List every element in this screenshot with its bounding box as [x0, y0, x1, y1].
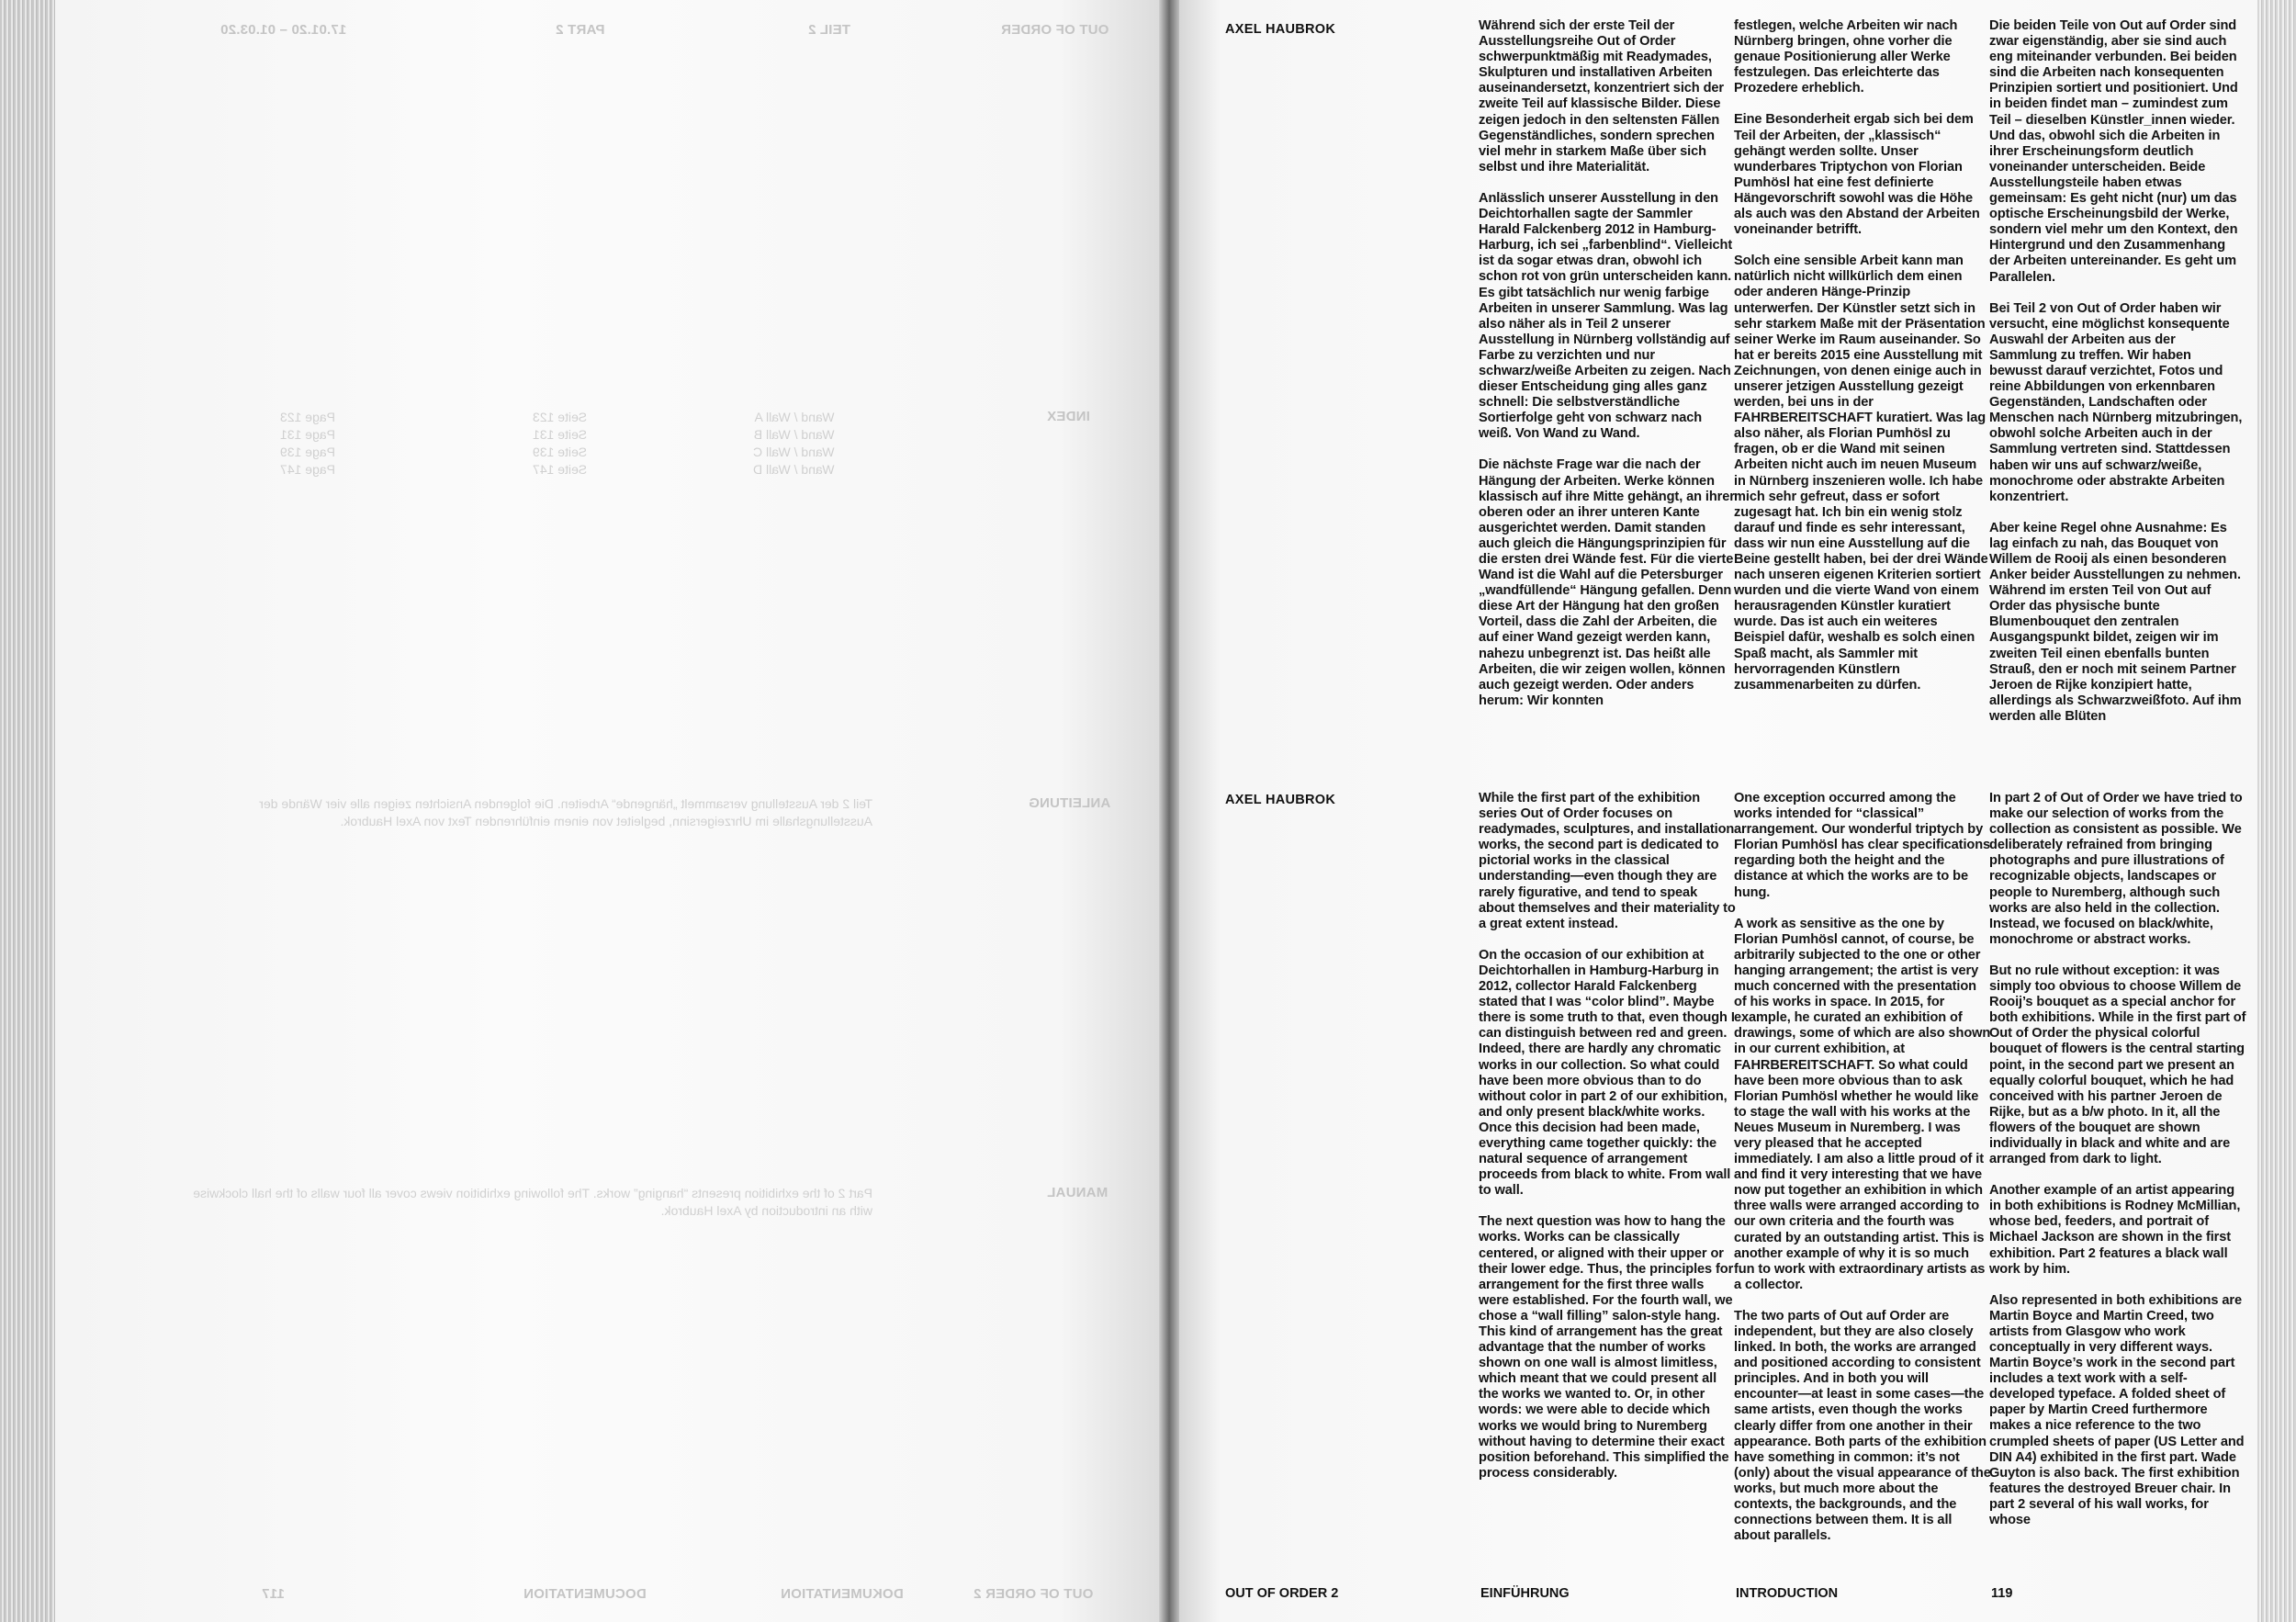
ghost-index-label: INDEX: [1047, 409, 1090, 424]
left-page: [55, 0, 1171, 1622]
paragraph: festlegen, welche Arbeiten wir nach Nürnberg bringen, ohne vorher die genaue Positionierung aller Werke festzulegen. Das erleichterte das Prozedere erheblich.: [1734, 18, 1958, 96]
paragraph: Also represented in both exhibitions are Martin Boyce and Martin Creed, two artists from Glasgow who work conceptually in very different ways. Martin Boyce’s work in the second part includes a text work with a self-developed typeface. A folded sheet of paper by Martin Creed furthermore makes a nice reference to the two crumpled sheets of paper (US Letter and DIN A4) exhibited in the first part. Wade Guyton is also back. The first exhibition features the destroyed Breuer chair. In part 2 several of his wall works, for whose: [1989, 1292, 2245, 1528]
ghost-footer-1: OUT OF ORDER 2: [974, 1586, 1094, 1602]
text-column-de-3: [1989, 18, 2246, 740]
page-stack-right: [2257, 0, 2296, 1622]
ghost-anleitung-label: ANLEITUNG: [1029, 795, 1111, 811]
text-column-en-2: [1734, 791, 1991, 1560]
footer-section-de: EINFÜHRUNG: [1480, 1586, 1570, 1601]
paragraph: Eine Besonderheit ergab sich bei dem Teil der Arbeiten, der „klassisch“ gehängt werden sollte. Unser wunderbares Triptychon von Florian Pumhösl hat eine fest definierte Hängevorschrift sowohl was die Höhe als auch was den Abstand der Arbeiten voneinander betrifft.: [1734, 112, 1980, 238]
author-name-en: AXEL HAUBROK: [1225, 793, 1336, 807]
ghost-manual-text: Part 2 of the exhibition presents “hanging” works. The following exhibition views cover all four walls of the hall clockwise with an introduction by Axel Haubrok.: [193, 1186, 872, 1218]
right-page: [1177, 0, 2257, 1622]
page-number: 119: [1991, 1586, 2013, 1601]
ghost-index-page: Page 123 Page 131 Page 139 Page 147: [280, 410, 335, 477]
paragraph: The two parts of Out auf Order are independent, but they are also closely linked. In both, the works are arranged and positioned according to consistent principles. And in both you will encounter—at least in some cases—the same artists, even though the works clearly differ from one another in their appearance. Both parts of the exhibition have something in common: it’s not (only) about the visual appearance of the works, but much more about the contexts, the backgrounds, and the connections between them. It is all about parallels.: [1734, 1308, 1991, 1544]
ghost-footer-2: DOKUMENTATION: [781, 1586, 904, 1602]
paragraph: One exception occurred among the works intended for “classical” arrangement. Our wonderful triptych by Florian Pumhösl has clear specifications regarding both the height and the distance at which the works are to be hung.: [1734, 791, 1991, 900]
ghost-index-seite: Seite 123 Seite 131 Seite 139 Seite 147: [533, 410, 588, 477]
paragraph: Bei Teil 2 von Out of Order haben wir versucht, eine möglichst konsequente Auswahl der Arbeiten aus der Sammlung zu treffen. Wir haben bewusst darauf verzichtet, Fotos und reine Abbildungen von erkennbaren Gegenständen, Landschaften oder Menschen nach Nürnberg mitzubringen, obwohl solche Arbeiten auch in der Sammlung vertreten sind. Stattdessen haben wir uns auf schwarz/weiße, monochrome oder abstrakte Arbeiten konzentriert.: [1989, 300, 2243, 504]
paragraph: Während sich der erste Teil der Ausstellungsreihe Out of Order schwerpunktmäßig mit Readymades, Skulpturen und installativen Arbeiten auseinandersetzt, konzentriert sich der zweite Teil auf klassische Bilder. Diese zeigen jedoch in den seltensten Fällen Gegenständliches, sondern sprechen viel mehr in starkem Maße über sich selbst und ihre Materialität.: [1479, 18, 1724, 175]
paragraph: On the occasion of our exhibition at Deichtorhallen in Hamburg-Harburg in 2012, collector Harald Falckenberg stated that I was “color blind”. Maybe there is some truth to that, even though I can distinguish between red and green. Indeed, there are hardly any chromatic works in our collection. So what could have been more obvious than to do without color in part 2 of our exhibition, and only present black/white works. Once this decision had been made, everything came together quickly: the natural sequence of arrangement proceeds from black to white. From wall to wall.: [1479, 947, 1735, 1199]
ghost-manual-label: MANUAL: [1047, 1185, 1109, 1200]
ghost-header-1: OUT OF ORDER: [1001, 22, 1109, 38]
paragraph: Die nächste Frage war die nach der Hängung der Arbeiten. Werke können klassisch auf ihre Mitte gehängt, an ihrer oberen oder an ihrer unteren Kante ausgerichtet werden. Damit standen auch gleich die Hängungsprinzipien für die ersten drei Wände fest. Für die vierte Wand ist die Wahl auf die Petersburger „wandfüllende“ Hängung gefallen. Denn diese Art der Hängung hat den großen Vorteil, dass die Zahl der Arbeiten, die auf einer Wand gezeigt werden kann, nahezu unbegrenzt ist. Das heißt alle Arbeiten, die wir zeigen wollen, können auch gezeigt werden. Oder anders herum: Wir konnten: [1479, 457, 1735, 708]
footer-section-en: INTRODUCTION: [1736, 1586, 1839, 1601]
page-stack-left: [0, 0, 55, 1622]
paragraph: Aber keine Regel ohne Ausnahme: Es lag einfach zu nah, das Bouquet von Willem de Rooij als einen besonderen Anker beider Ausstellungen zu nehmen. Während im ersten Teil von Out auf Order das physische bunte Blumenbouquet den zentralen Ausgangspunkt bildet, zeigen wir im zweiten Teil einen ebenfalls bunten Strauß, den er noch mit seinem Partner Jeroen de Rijke konzipiert hatte, allerdings als Schwarzweißfoto. Auf ihm werden alle Blüten: [1989, 520, 2242, 724]
ghost-index-de: Wand / Wall A Wand / Wall B Wand / Wall C Wand / Wall D: [753, 410, 835, 477]
paragraph: Anlässlich unserer Ausstellung in den Deichtorhallen sagte der Sammler Harald Falckenberg 2012 in Hamburg-Harburg, ich sei „farbenblind“. Vielleicht ist da sogar etwas dran, obwohl ich schon rot von grün unterscheiden kann. Es gibt tatsächlich nur wenig farbige Arbeiten in unserer Sammlung. Was lag also näher als in Teil 2 unserer Ausstellung in Nürnberg vollständig auf Farbe zu verzichten und nur schwarz/weiße Arbeiten zu zeigen. Nach dieser Entscheidung ging alles ganz schnell: Die selbstverständliche Sortierfolge geht von schwarz nach weiß. Von Wand zu Wand.: [1479, 190, 1733, 442]
ghost-footer-4: 117: [262, 1586, 285, 1602]
paragraph: While the first part of the exhibition series Out of Order focuses on readymades, sculptures, and installation works, the second part is dedicated to pictorial works in the classical understanding—even though they are rarely figurative, and tend to speak about themselves and their materiality to a great extent instead.: [1479, 791, 1736, 931]
ghost-anleitung-text: Teil 2 der Ausstellung versammelt „hängende“ Arbeiten. Die folgenden Ansichten zeigen alle vier Wände der Ausstellungshalle im Uhrzeigersinn, begleitet von einem einführenden Text von Axel Haubrok.: [259, 796, 872, 828]
text-column-en-3: [1989, 791, 2246, 1544]
ghost-header-4: 17.01.20 – 01.03.20: [220, 22, 347, 38]
ghost-header-2: TEIL 2: [808, 22, 850, 38]
paragraph: Die beiden Teile von Out auf Order sind zwar eigenständig, aber sie sind auch eng miteinander verbunden. Bei beiden sind die Arbeiten nach konsequenten Prinzipien sortiert und positioniert. Und in beiden findet man – zumindest zum Teil – dieselben Künstler_innen wieder. Und das, obwohl sich die Arbeiten in ihrer Erscheinungsform deutlich voneinander unterscheiden. Beide Ausstellungsteile haben etwas gemeinsam: Es geht nicht (nur) um das optische Erscheinungsbild der Werke, sondern viel mehr um den Kontext, den Hintergrund und den Zusammenhang der Arbeiten untereinander. Es geht um Parallelen.: [1989, 18, 2238, 285]
text-column-de-1: [1479, 18, 1736, 725]
text-column-en-1: [1479, 791, 1736, 1497]
paragraph: But no rule without exception: it was simply too obvious to choose Willem de Rooij’s bouquet as a special anchor for both exhibitions. While in the first part of Out of Order the physical colorful bouquet of flowers is the central starting point, in the second part we present an equally colorful bouquet, which he had conceived with his partner Jeroen de Rijke, but as a b/w photo. In it, all the flowers of the bouquet are shown individually in black and white and are arranged from dark to light.: [1989, 963, 2246, 1167]
ghost-footer-3: DOCUMENTATION: [523, 1586, 647, 1602]
paragraph: Solch eine sensible Arbeit kann man natürlich nicht willkürlich dem einen oder anderen Hänge-Prinzip unterwerfen. Der Künstler setzt sich in sehr starkem Maße mit der Präsentation seiner Werke im Raum auseinander. So hat er bereits 2015 eine Ausstellung mit Zeichnungen, von denen einige auch in unserer jetzigen Ausstellung gezeigt werden, bei uns in der FAHRBEREITSCHAFT kuratiert. Was lag also näher, als Florian Pumhösl zu fragen, ob er die Wand mit seinen Arbeiten nicht auch im neuen Museum in Nürnberg inszenieren wolle. Ich habe mich sehr gefreut, dass er sofort zugesagt hat. Ich bin ein wenig stolz darauf und finde es sehr interessant, dass wir nun eine Ausstellung auf die Beine gestellt haben, bei der drei Wände nach unseren eigenen Kriterien sortiert wurden und die vierte Wand von einem herausragenden Künstler kuratiert wurde. Das ist auch ein weiteres Beispiel dafür, weshalb es solch einen Spaß macht, als Sammler mit hervorragenden Künstlern zusammenarbeiten zu dürfen.: [1734, 253, 1988, 693]
paragraph: The next question was how to hang the works. Works can be classically centered, or aligned with their upper or their lower edge. Thus, the principles for arrangement for the first three walls were established. For the fourth wall, we chose a “wall filling” salon-style hang. This kind of arrangement has the great advantage that the number of works shown on one wall is almost limitless, which meant that we could present all the works we wanted to. Or, in other words: we were able to decide which works we would bring to Nuremberg without having to determine their exact position beforehand. This simplified the process considerably.: [1479, 1214, 1734, 1481]
ghost-header-3: PART 2: [556, 22, 605, 38]
text-column-de-2: [1734, 18, 1991, 709]
paragraph: A work as sensitive as the one by Florian Pumhösl cannot, of course, be arbitrarily subjected to the one or other hanging arrangement; the artist is very much concerned with the presentation of his works in space. In 2015, for example, he curated an exhibition of drawings, some of which are also shown in our current exhibition, at FAHRBEREITSCHAFT. So what could have been more obvious than to ask Florian Pumhösl whether he would like to stage the wall with his works at the Neues Museum in Nuremberg. I was very pleased that he accepted immediately. I am also a little proud of it and find it very interesting that we have now put together an exhibition in which three walls were arranged according to our own criteria and the fourth was curated by an outstanding artist. This is another example of why it is so much fun to work with extraordinary artists as a collector.: [1734, 916, 1991, 1292]
paragraph: Another example of an artist appearing in both exhibitions is Rodney McMillian, whose bed, feeders, and portrait of Michael Jackson are shown in the first exhibition. Part 2 features a black wall work by him.: [1989, 1183, 2241, 1277]
book-gutter: [1159, 0, 1179, 1622]
footer-title: OUT OF ORDER 2: [1225, 1586, 1339, 1601]
paragraph: In part 2 of Out of Order we have tried to make our selection of works from the collection as consistent as possible. We deliberately refrained from bringing photographs and pure illustrations of recognizable objects, landscapes or people to Nuremberg, although such works are also held in the collection. Instead, we focused on black/white, monochrome or abstract works.: [1989, 791, 2243, 947]
author-name-de: AXEL HAUBROK: [1225, 22, 1336, 37]
